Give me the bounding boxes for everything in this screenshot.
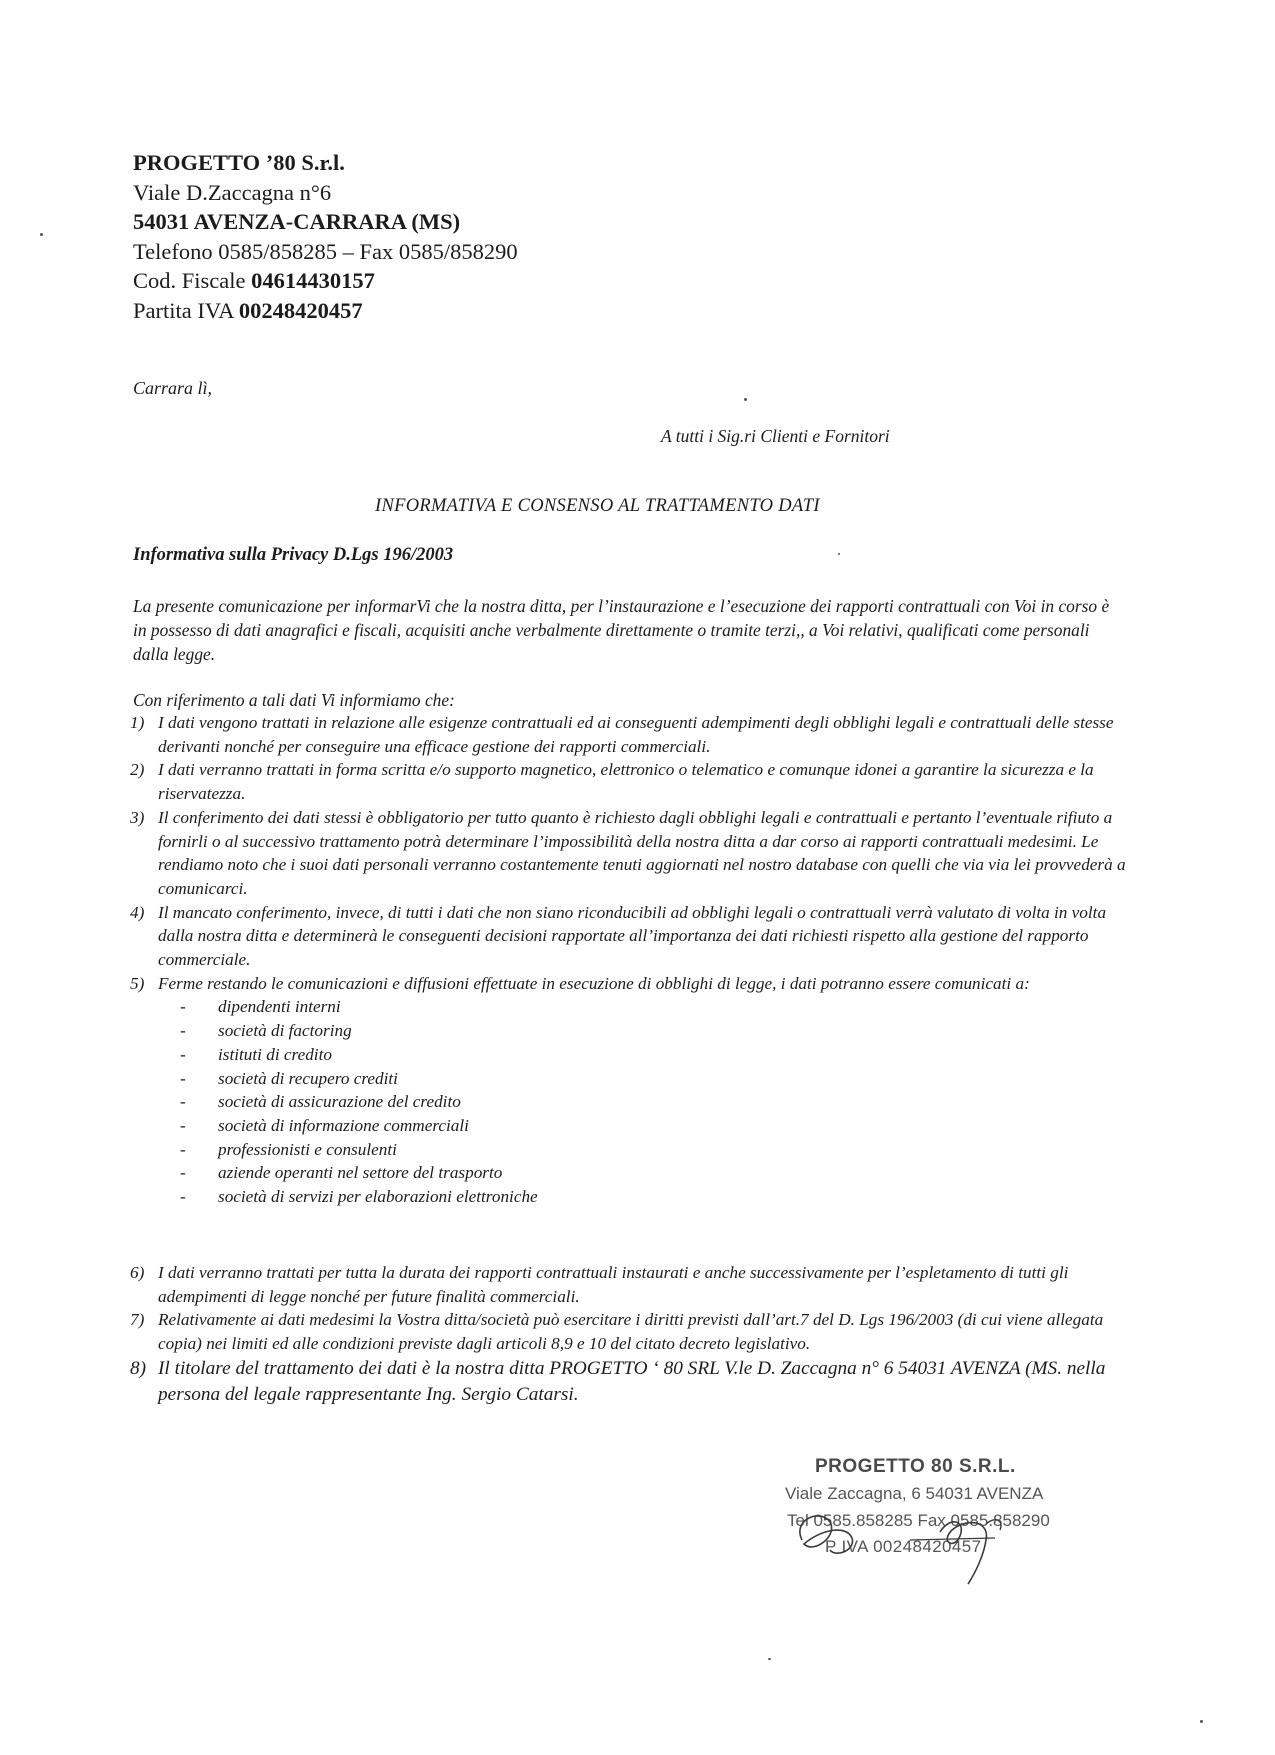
company-name: PROGETTO ’80 S.r.l. [133,150,345,175]
item-text: Ferme restando le comunicazioni e diffusioni effettuate in esecuzione di obblighi di legge, i dati potranno essere comunicati a: [158,973,1030,993]
vat-row [133,296,833,326]
recipient-category: - società di assicurazione del credito [158,1090,1140,1114]
item-number: 1) [130,713,145,732]
scan-speck [838,553,840,555]
recipient-category: - società di informazione commerciali [158,1114,1140,1138]
company-street: Viale D.Zaccagna n°6 [133,179,332,205]
fiscal-code-label: Cod. Fiscale [133,268,252,293]
list-item [130,711,1140,758]
list-item [130,1308,1140,1355]
document-title: INFORMATIVA E CONSENSO AL TRATTAMENTO DATI [375,496,820,516]
recipient-category: - dipendenti interni [158,995,1140,1019]
item-text: I dati verranno trattati in forma scritta e/o supporto magnetico, elettronico o telematico e comunque idonei a garantire la sicurezza e la riservatezza. [158,760,1094,804]
item-number: 2) [130,760,145,780]
recipient-category: - società di servizi per elaborazioni elettroniche [158,1185,1140,1209]
stamp-phone-fax: Tel 0585.858285 Fax 0585.858290 [787,1511,1050,1530]
list-item [130,1261,1140,1308]
stamp-address: Viale Zaccagna, 6 54031 AVENZA [785,1484,1044,1503]
item-number: 3) [130,807,145,827]
intro-paragraph: La presente comunicazione per informarVi che la nostra ditta, per l’instaurazione e l’esecuzione dei rapporti contrattuali con Voi in corso è in possesso di dati anagrafici e fiscali, acquisiti anche verbalmente direttamente o tramite terzi,, a Voi relativi, qualificati come personali dalla legge. [133,596,1110,664]
lead-sentence: Con riferimento a tali dati Vi informiamo che: [133,690,455,710]
scan-speck [768,1658,771,1660]
item-text: Il mancato conferimento, invece, di tutti i dati che non siano riconducibili ad obblighi legali o contrattuali verrà valutato di volta in volta dalla nostra ditta e determinerà le conseguenti decisioni rapportate all’importanza dei dati richiesti rispetto alla gestione del rapporto commerciale. [158,902,1107,970]
recipient-category: - aziende operanti nel settore del trasporto [158,1161,1140,1185]
recipient-category: - società di factoring [158,1019,1140,1043]
company-city: 54031 AVENZA-CARRARA (MS) [133,209,461,234]
stamp-company: PROGETTO 80 S.R.L. [815,1456,1016,1477]
item-number: 5) [130,973,145,993]
recipient-line: A tutti i Sig.ri Clienti e Fornitori [661,426,890,446]
item-text: Il titolare del trattamento dei dati è la nostra ditta PROGETTO ‘ 80 SRL V.le D. Zaccagna n° 6 54031 AVENZA (MS. nella persona del legale rappresentante Ing. Sergio Catarsi. [158,1357,1106,1405]
item-text: Il conferimento dei dati stessi è obbligatorio per tutto quanto è richiesto dagli obblighi legali e contrattuali e pertanto l’eventuale rifiuto a fornirli o al successivo trattamento potrà determinare l’impossibilità della nostra ditta a dar corso ai rapporti contrattuali medesimi. Le rendiamo noto che i suoi dati personali verranno costantemente tenuti aggiornati nel nostro database con quelli che via via lei provvederà a comunicarci. [158,807,1126,898]
item-number: 7) [130,1310,145,1330]
list-item [130,901,1140,972]
letterhead [133,148,833,325]
scan-speck [40,233,43,236]
list-item [130,758,1140,805]
fiscal-code-row [133,266,833,296]
vat-number: 00248420457 [238,297,363,323]
scan-speck [744,398,747,401]
vat-label: Partita IVA [133,297,239,323]
stamp-vat: P IVA 00248420457 [825,1537,982,1556]
recipient-category: - professionisti e consulenti [158,1138,1140,1162]
numbered-list-part1 [130,711,1140,1209]
list-item [130,806,1140,901]
item-text: I dati verranno trattati per tutta la durata dei rapporti contrattuali instaurati e anche successivamente per l’espletamento di tutti gli adempimenti di legge nonché per future finalità commerciali. [158,1263,1069,1306]
item-text: I dati vengono trattati in relazione alle esigenze contrattuali ed ai conseguenti adempimenti degli obblighi legali e contrattuali delle stesse derivanti nonché per conseguire una efficace gestione dei rapporti commerciali. [158,713,1114,756]
list-item [130,972,1140,1209]
document-subtitle: Informativa sulla Privacy D.Lgs 196/2003 [133,545,454,565]
item-number: 4) [130,902,145,922]
company-phone-fax: Telefono 0585/858285 – Fax 0585/858290 [133,238,518,264]
item-text: Relativamente ai dati medesimi la Vostra ditta/società può esercitare i diritti previsti dall’art.7 del D. Lgs 196/2003 (di cui viene allegata copia) nei limiti ed alle condizioni previste dagli articoli 8,9 e 10 del citato decreto legislativo. [158,1310,1104,1354]
numbered-list-part2 [130,1261,1140,1408]
place-date: Carrara lì, [133,378,213,398]
recipient-category: - società di recupero crediti [158,1067,1140,1091]
scan-speck [1200,1720,1203,1723]
recipient-category: - istituti di credito [158,1043,1140,1067]
item-number: 6) [130,1263,145,1282]
recipients-list [158,995,1140,1208]
list-item [130,1356,1140,1408]
item-number: 8) [130,1357,147,1379]
fiscal-code: 04614430157 [251,268,375,293]
company-stamp [785,1456,1085,1586]
